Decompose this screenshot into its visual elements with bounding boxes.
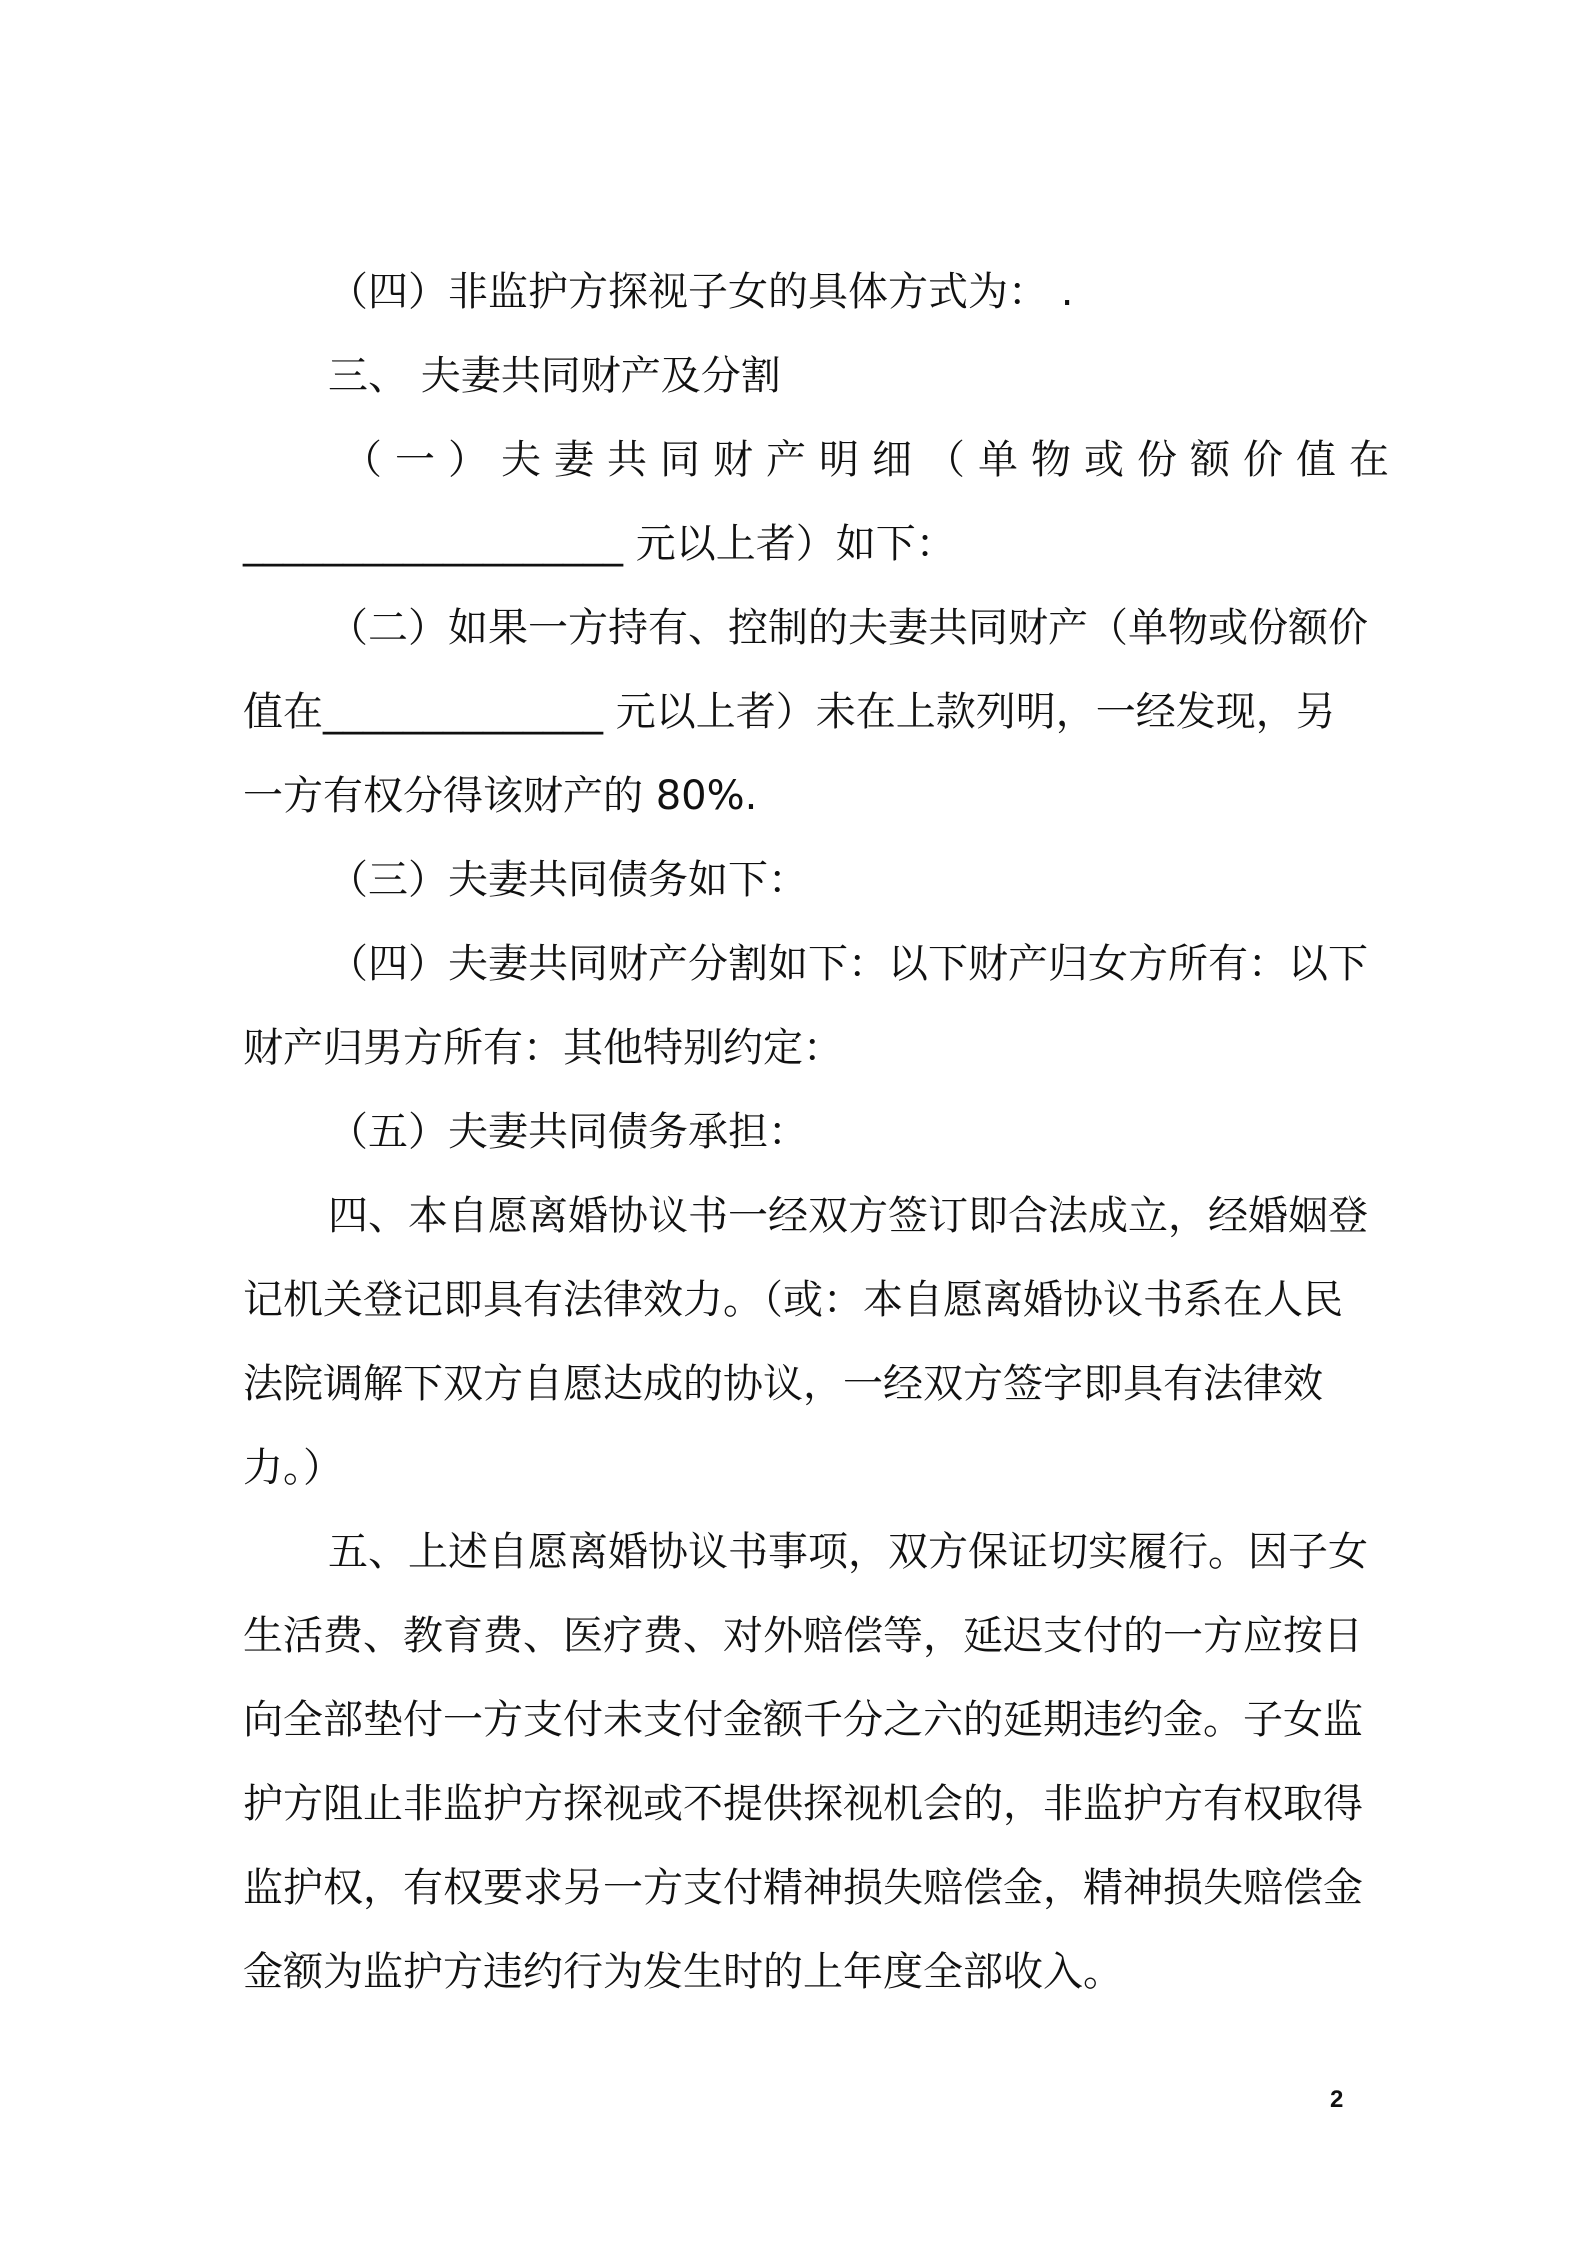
paragraph-performance-line-2: 生活费、教育费、医疗费、对外赔偿等，延迟支付的一方应按日 <box>243 1613 1363 1659</box>
paragraph-performance-line-3: 向全部垫付一方支付未支付金额千分之六的延期违约金。子女监 <box>243 1697 1363 1743</box>
section-heading-property: 三、 夫妻共同财产及分割 <box>328 353 781 399</box>
paragraph-performance-line-6: 金额为监护方违约行为发生时的上年度全部收入。 <box>243 1949 1123 1995</box>
paragraph-performance-line-4: 护方阻止非监护方探视或不提供探视机会的，非监护方有权取得 <box>243 1781 1363 1827</box>
paragraph-undisclosed-property-line-1: （二）如果一方持有、控制的夫妻共同财产（单物或份额价 <box>328 605 1368 651</box>
paragraph-visitation-method: （四）非监护方探视子女的具体方式为： . <box>328 269 1074 315</box>
paragraph-undisclosed-property-line-3: 一方有权分得该财产的 80%. <box>243 773 758 819</box>
page-number: 2 <box>1330 2086 1344 2113</box>
paragraph-joint-debts: （三）夫妻共同债务如下： <box>328 857 808 903</box>
paragraph-effectiveness-line-4: 力。） <box>243 1445 343 1491</box>
paragraph-effectiveness-line-3: 法院调解下双方自愿达成的协议，一经双方签字即具有法律效 <box>243 1361 1323 1407</box>
paragraph-undisclosed-property-line-2: 值在______________ 元以上者）未在上款列明，一经发现，另 <box>243 689 1336 735</box>
paragraph-debt-assumption: （五）夫妻共同债务承担： <box>328 1109 808 1155</box>
paragraph-effectiveness-line-2: 记机关登记即具有法律效力。（或：本自愿离婚协议书系在人民 <box>243 1277 1343 1323</box>
paragraph-effectiveness-line-1: 四、本自愿离婚协议书一经双方签订即合法成立，经婚姻登 <box>328 1193 1368 1239</box>
paragraph-performance-line-5: 监护权，有权要求另一方支付精神损失赔偿金，精神损失赔偿金 <box>243 1865 1363 1911</box>
paragraph-property-list-line-1: （一）夫妻共同财产明细（单物或份额价值在 <box>342 437 1402 483</box>
paragraph-property-division-line-2: 财产归男方所有：其他特别约定： <box>243 1025 843 1071</box>
paragraph-performance-line-1: 五、上述自愿离婚协议书事项，双方保证切实履行。因子女 <box>328 1529 1368 1575</box>
paragraph-property-division-line-1: （四）夫妻共同财产分割如下：以下财产归女方所有：以下 <box>328 941 1368 987</box>
paragraph-property-list-line-2: ___________________ 元以上者）如下： <box>243 521 956 567</box>
